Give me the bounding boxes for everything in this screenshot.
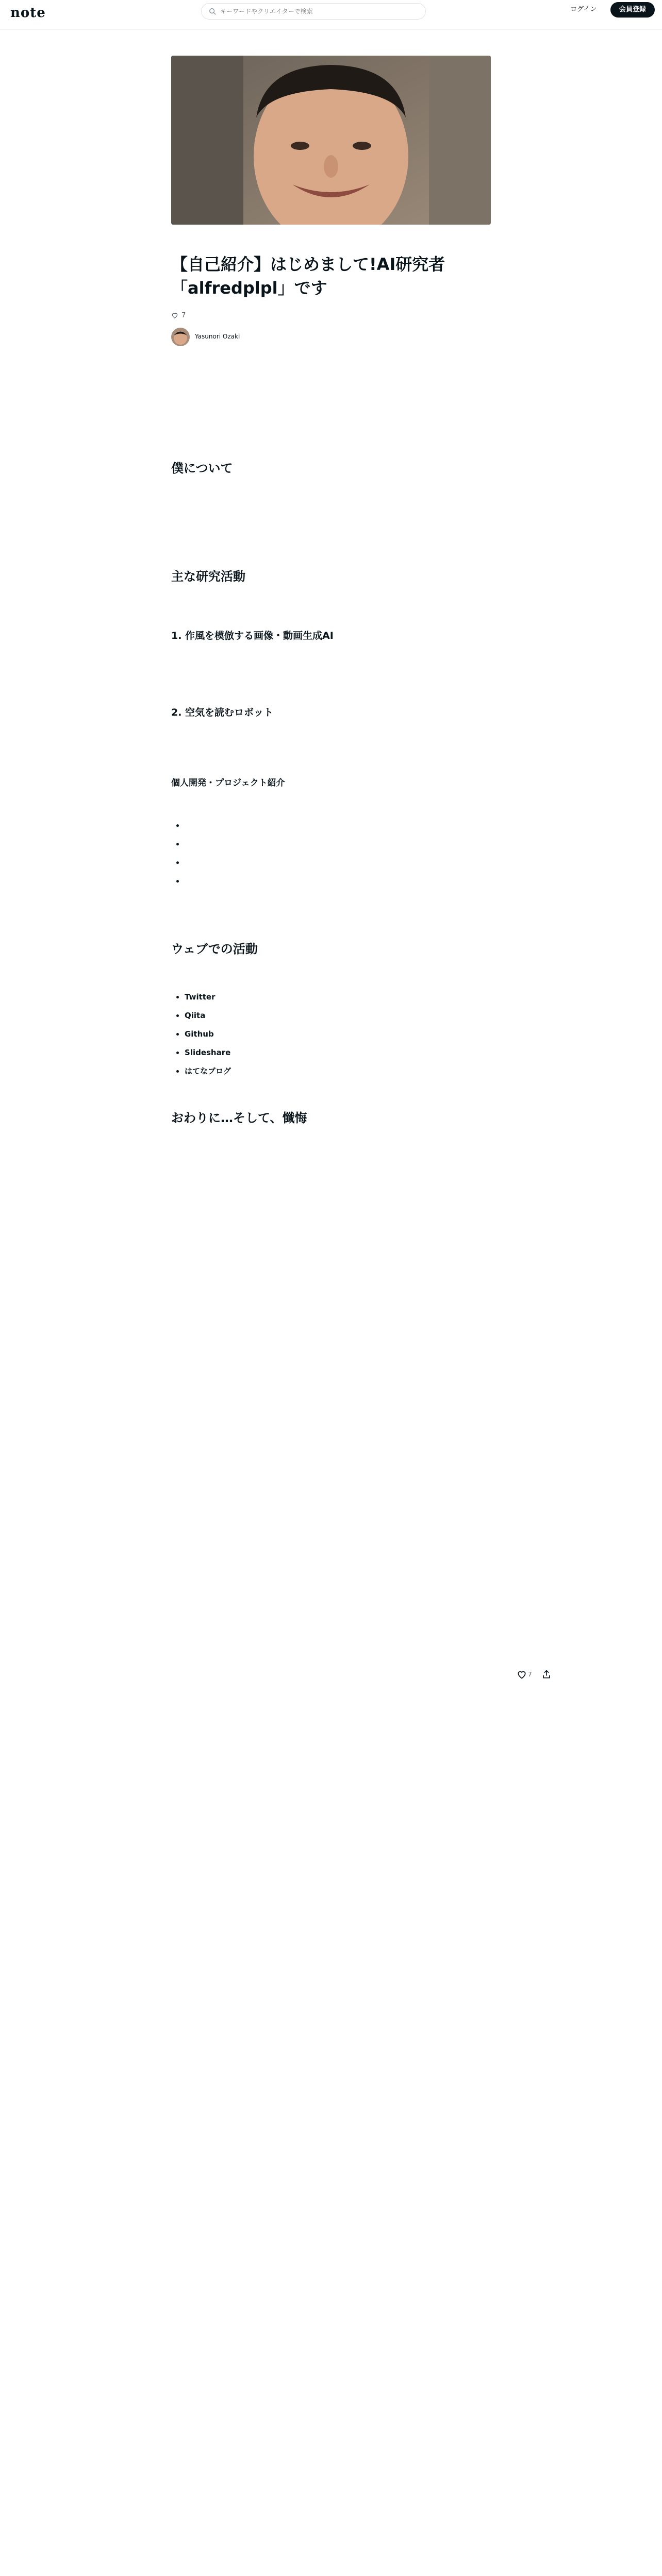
heading-activity-2: 2. 空気を読むロボット [171,706,274,718]
like-count: 7 [181,311,186,319]
search-input[interactable] [220,8,416,15]
paragraph [171,509,491,516]
paragraph [171,421,491,429]
web-link-list [185,989,491,1079]
paragraph [171,651,491,659]
cover-image [171,56,491,225]
web-link-name[interactable]: Twitter [185,992,216,1002]
list-item [185,873,491,889]
paragraph [171,902,491,910]
paragraph [171,749,491,757]
side-like-button[interactable] [517,1669,532,1680]
list-item [185,1026,491,1042]
paragraph [171,796,491,804]
heading-web: ウェブでの活動 [171,941,258,956]
list-item [185,855,491,870]
top-header [0,0,662,30]
search-icon [209,8,216,15]
heading-outro: おわりに…そして、懺悔 [171,1110,307,1125]
paragraph [171,1179,491,1187]
paragraph [171,530,491,537]
paragraph [171,1137,491,1145]
signup-button[interactable]: 会員登録 [610,2,655,18]
paragraph [171,379,491,387]
article-body [171,252,491,1222]
web-link-name[interactable]: Qiita [185,1010,206,1020]
web-link-name[interactable]: Slideshare [185,1047,231,1057]
avatar[interactable] [171,328,190,346]
list-item [185,989,491,1005]
login-button[interactable]: ログイン [570,6,597,13]
paragraph [171,728,491,736]
paragraph [171,968,491,976]
paragraph [171,1158,491,1166]
author-row[interactable] [171,328,491,346]
side-like-count: 7 [528,1671,532,1678]
heading-activity-1: 1. 作風を模倣する画像・動画生成AI [171,630,334,641]
like-summary[interactable] [171,312,491,319]
paragraph [171,1200,491,1208]
heading-about: 僕について [171,461,233,476]
web-link-name[interactable]: Github [185,1029,214,1039]
project-list [185,818,491,889]
article-title: 【自己紹介】はじめまして!AI研究者「alfredplpl」です [171,255,445,298]
paragraph [171,672,491,680]
paragraph [171,487,491,495]
search-box[interactable] [201,3,426,20]
paragraph [171,596,491,603]
heart-icon [517,1669,527,1680]
side-actions [517,1669,552,1680]
heading-activities: 主な研究活動 [171,569,245,584]
list-item [185,1063,491,1079]
list-item [185,1008,491,1023]
note-logo[interactable]: note [10,5,46,21]
heart-icon [171,312,178,319]
web-link-name[interactable]: はてなブログ [185,1066,231,1076]
heading-projects: 個人開発・プロジェクト紹介 [171,777,285,788]
list-item [185,818,491,833]
list-item [185,1045,491,1060]
share-icon[interactable] [541,1669,552,1680]
paragraph [171,400,491,408]
author-name[interactable]: Yasunori Ozaki [195,332,240,340]
list-item [185,836,491,852]
